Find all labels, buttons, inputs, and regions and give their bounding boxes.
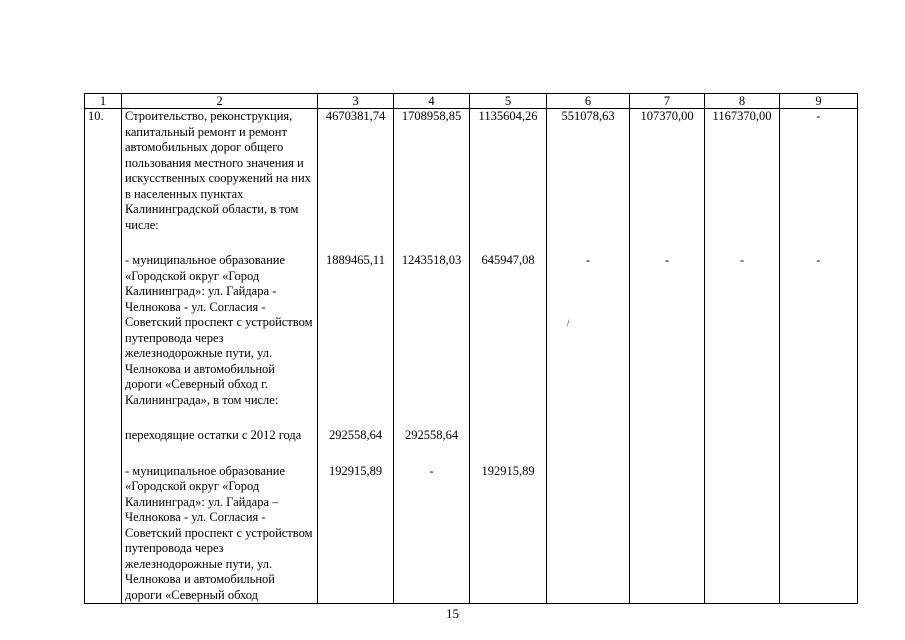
cell-value: - xyxy=(705,253,780,408)
cell-value: 551078,63 xyxy=(547,109,630,234)
cell-value: 1889465,11 xyxy=(318,253,394,408)
cell-value xyxy=(470,428,547,444)
row-index xyxy=(85,253,122,408)
cell-value: 192915,89 xyxy=(470,464,547,604)
cell-value: 1243518,03 xyxy=(394,253,470,408)
row-description: переходящие остатки с 2012 года xyxy=(122,428,318,444)
column-header: 9 xyxy=(780,94,858,109)
cell-value: 645947,08 xyxy=(470,253,547,408)
cell-value: 107370,00 xyxy=(630,109,705,234)
cell-value: - xyxy=(394,464,470,604)
row-index xyxy=(85,428,122,444)
stray-pen-mark: / xyxy=(567,318,570,328)
row-description: - муниципальное образование «Городской округ «Город Калининград»: ул. Гайдара – Челнокова - ул. Согласия - Советский проспект с устройством путепровода через железнодорожные пути, ул. Челнокова и автомобильной дороги «Северный обход xyxy=(122,464,318,604)
row-spacer xyxy=(85,233,858,253)
cell-value xyxy=(705,464,780,604)
cell-value xyxy=(780,464,858,604)
cell-value: 192915,89 xyxy=(318,464,394,604)
row-description: Строительство, реконструкция, капитальный ремонт и ремонт автомобильных дорог общего пользования местного значения и искусственных сооружений на них в населенных пунктах Калининградской области, в том числе: xyxy=(122,109,318,234)
cell-value xyxy=(630,428,705,444)
cell-value: - xyxy=(547,253,630,408)
column-header: 7 xyxy=(630,94,705,109)
cell-value: 292558,64 xyxy=(318,428,394,444)
column-header: 2 xyxy=(122,94,318,109)
column-header: 1 xyxy=(85,94,122,109)
row-index: 10. xyxy=(85,109,122,234)
cell-value: - xyxy=(780,253,858,408)
header-row xyxy=(85,94,858,109)
cell-value: 1167370,00 xyxy=(705,109,780,234)
column-header: 8 xyxy=(705,94,780,109)
cell-value: - xyxy=(630,253,705,408)
page-number: 15 xyxy=(446,606,459,621)
table-row xyxy=(85,109,858,234)
column-header: 3 xyxy=(318,94,394,109)
cell-value xyxy=(547,464,630,604)
cell-value: - xyxy=(780,109,858,234)
cell-value xyxy=(705,428,780,444)
row-spacer xyxy=(85,444,858,464)
row-spacer xyxy=(85,408,858,428)
row-index xyxy=(85,464,122,604)
column-header: 5 xyxy=(470,94,547,109)
cell-value xyxy=(630,464,705,604)
table-row xyxy=(85,253,858,408)
cell-value: 1135604,26 xyxy=(470,109,547,234)
cell-value xyxy=(547,428,630,444)
cell-value: 1708958,85 xyxy=(394,109,470,234)
column-header: 6 xyxy=(547,94,630,109)
column-header: 4 xyxy=(394,94,470,109)
table-row xyxy=(85,464,858,604)
cell-value: 292558,64 xyxy=(394,428,470,444)
row-description: - муниципальное образование «Городской округ «Город Калининград»: ул. Гайдара - Челнокова - ул. Согласия - Советский проспект с устройством путепровода через железнодорожные пути, ул. Челнокова и автомобильной дороги «Северный обход г. Калининграда», в том числе: xyxy=(122,253,318,408)
table-row xyxy=(85,428,858,444)
cell-value xyxy=(780,428,858,444)
cell-value: 4670381,74 xyxy=(318,109,394,234)
budget-table xyxy=(84,93,858,604)
